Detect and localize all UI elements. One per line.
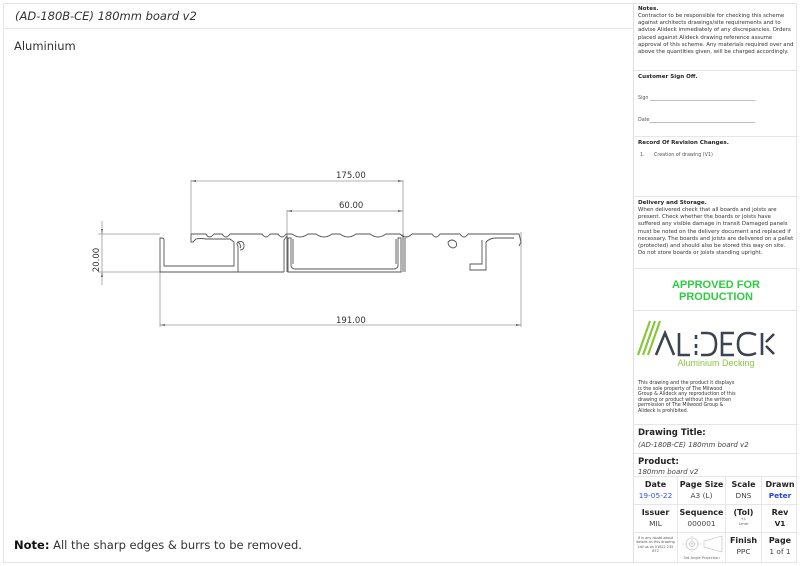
dim-175-label: 175.00 — [336, 171, 366, 181]
approval-stamp — [634, 269, 798, 303]
projection-cell — [678, 533, 726, 563]
sign-label: Sign — [638, 96, 649, 101]
info-grid — [634, 477, 798, 563]
copyright-notice: This drawing and the product it displays is the sole property of The Milwood Group & Alideck any reproduction of this drawing or product without the written permission of The Milwood Group & Alideck is prohibited. — [638, 381, 736, 414]
notes-heading: Notes. — [638, 6, 659, 12]
page-label: Page — [768, 536, 792, 545]
sign-field[interactable]: Sign ____________________________________________ — [638, 96, 756, 101]
projection-label: 3rd Angle Projection — [683, 556, 720, 560]
dimension-lines — [98, 180, 521, 327]
delivery-text: When delivered check that all boards and joists are present. Check whether the boards or joists have suffered any visible damage in transit Damaged panels must be noted on the delivery document and replaced if necessary. The boards and joists are delivered on a pallet (protected) and should also be stored this way on site. Do not store boards or joists standing upright. — [638, 207, 794, 257]
page-size-cell — [678, 477, 726, 505]
scale-value: DNS — [735, 491, 752, 500]
scale-label: Scale — [731, 480, 756, 489]
material-label: Aluminium — [14, 39, 76, 53]
drawing-title: (AD-180B-CE) 180mm board v2 — [15, 9, 197, 23]
footer-note-label: Note: — [14, 538, 50, 552]
title-block — [633, 3, 797, 563]
sequence-value: 000001 — [687, 519, 716, 528]
drawing-title-section — [634, 424, 798, 454]
dim-191-label: 191.00 — [336, 316, 366, 326]
approval-line-2: PRODUCTION — [679, 291, 753, 303]
revision-section — [634, 137, 798, 197]
sign-off-heading: Customer Sign Off. — [638, 74, 698, 80]
tolerance-cell — [726, 505, 762, 533]
product-label: Product: — [638, 457, 679, 467]
drawing-title-label: Drawing Title: — [638, 428, 706, 438]
delivery-section — [634, 197, 798, 269]
sequence-label: Sequence — [679, 508, 724, 517]
third-angle-projection-icon — [678, 533, 726, 555]
date-label: Date — [638, 118, 650, 123]
approval-section — [634, 269, 798, 311]
issuer-label: Issuer — [641, 508, 670, 517]
product-section — [634, 454, 798, 477]
footer-note-text: All the sharp edges & burrs to be removed. — [49, 538, 302, 552]
dim-20-label: 20.00 — [92, 247, 102, 273]
alideck-logo — [634, 311, 798, 381]
date-cell — [634, 477, 678, 505]
contact-note: If in any doubt about details on this drawing call us on 01622 235 672 — [636, 536, 675, 554]
finish-value: PPC — [736, 547, 751, 556]
logo-subtitle: Aluminium Decking — [677, 358, 755, 368]
notes-section — [634, 3, 798, 71]
footer-note — [14, 538, 302, 552]
page-value: 1 of 1 — [769, 547, 791, 556]
tolerance-value-2: 1mm — [738, 520, 749, 526]
notes-text: Contractor to be responsible for checking this scheme against architects drawings/site requirements and to advise Alideck immediately of any discrepancies. Orders placed against Alideck drawing reference assume approval of this scheme. Any materials required over and above the quantities given, will be charged accordingly. — [638, 13, 794, 56]
date-field[interactable]: Date____________________________________________ — [638, 118, 755, 123]
finish-cell — [726, 533, 762, 563]
approval-line-1: APPROVED FOR — [671, 279, 760, 291]
customer-sign-off-section — [634, 71, 798, 137]
date-label: Date — [644, 480, 667, 489]
drawing-title-value: (AD-180B-CE) 180mm board v2 — [638, 441, 749, 449]
logo-mark-icon — [634, 311, 798, 361]
product-value: 180mm board v2 — [638, 468, 699, 476]
rev-label: Rev — [771, 508, 789, 517]
board-profile — [160, 234, 521, 272]
sequence-cell — [678, 505, 726, 533]
rev-cell — [762, 505, 798, 533]
scale-cell — [726, 477, 762, 505]
page-cell — [762, 533, 798, 563]
finish-label: Finish — [729, 536, 758, 545]
contact-cell — [634, 533, 678, 563]
revision-num: 1. — [640, 153, 645, 158]
issuer-value: MIL — [649, 519, 662, 528]
drawn-value: Peter — [768, 491, 792, 500]
date-value: 19-05-22 — [638, 491, 673, 500]
dim-60-label: 60.00 — [339, 201, 364, 211]
revision-text: Creation of drawing (V1) — [654, 153, 713, 158]
rev-value: V1 — [774, 519, 786, 528]
drawn-cell — [762, 477, 798, 505]
revision-item — [640, 153, 713, 158]
page-size-label: Page Size — [679, 480, 724, 489]
tolerance-label: (Tol) — [733, 508, 754, 517]
page-size-value: A3 (L) — [690, 491, 713, 500]
tolerance-value-1: +/- — [740, 516, 747, 521]
drawn-label: Drawn — [765, 480, 795, 489]
revision-heading: Record Of Revision Changes. — [638, 140, 729, 146]
issuer-cell — [634, 505, 678, 533]
delivery-heading: Delivery and Storage. — [638, 200, 707, 206]
